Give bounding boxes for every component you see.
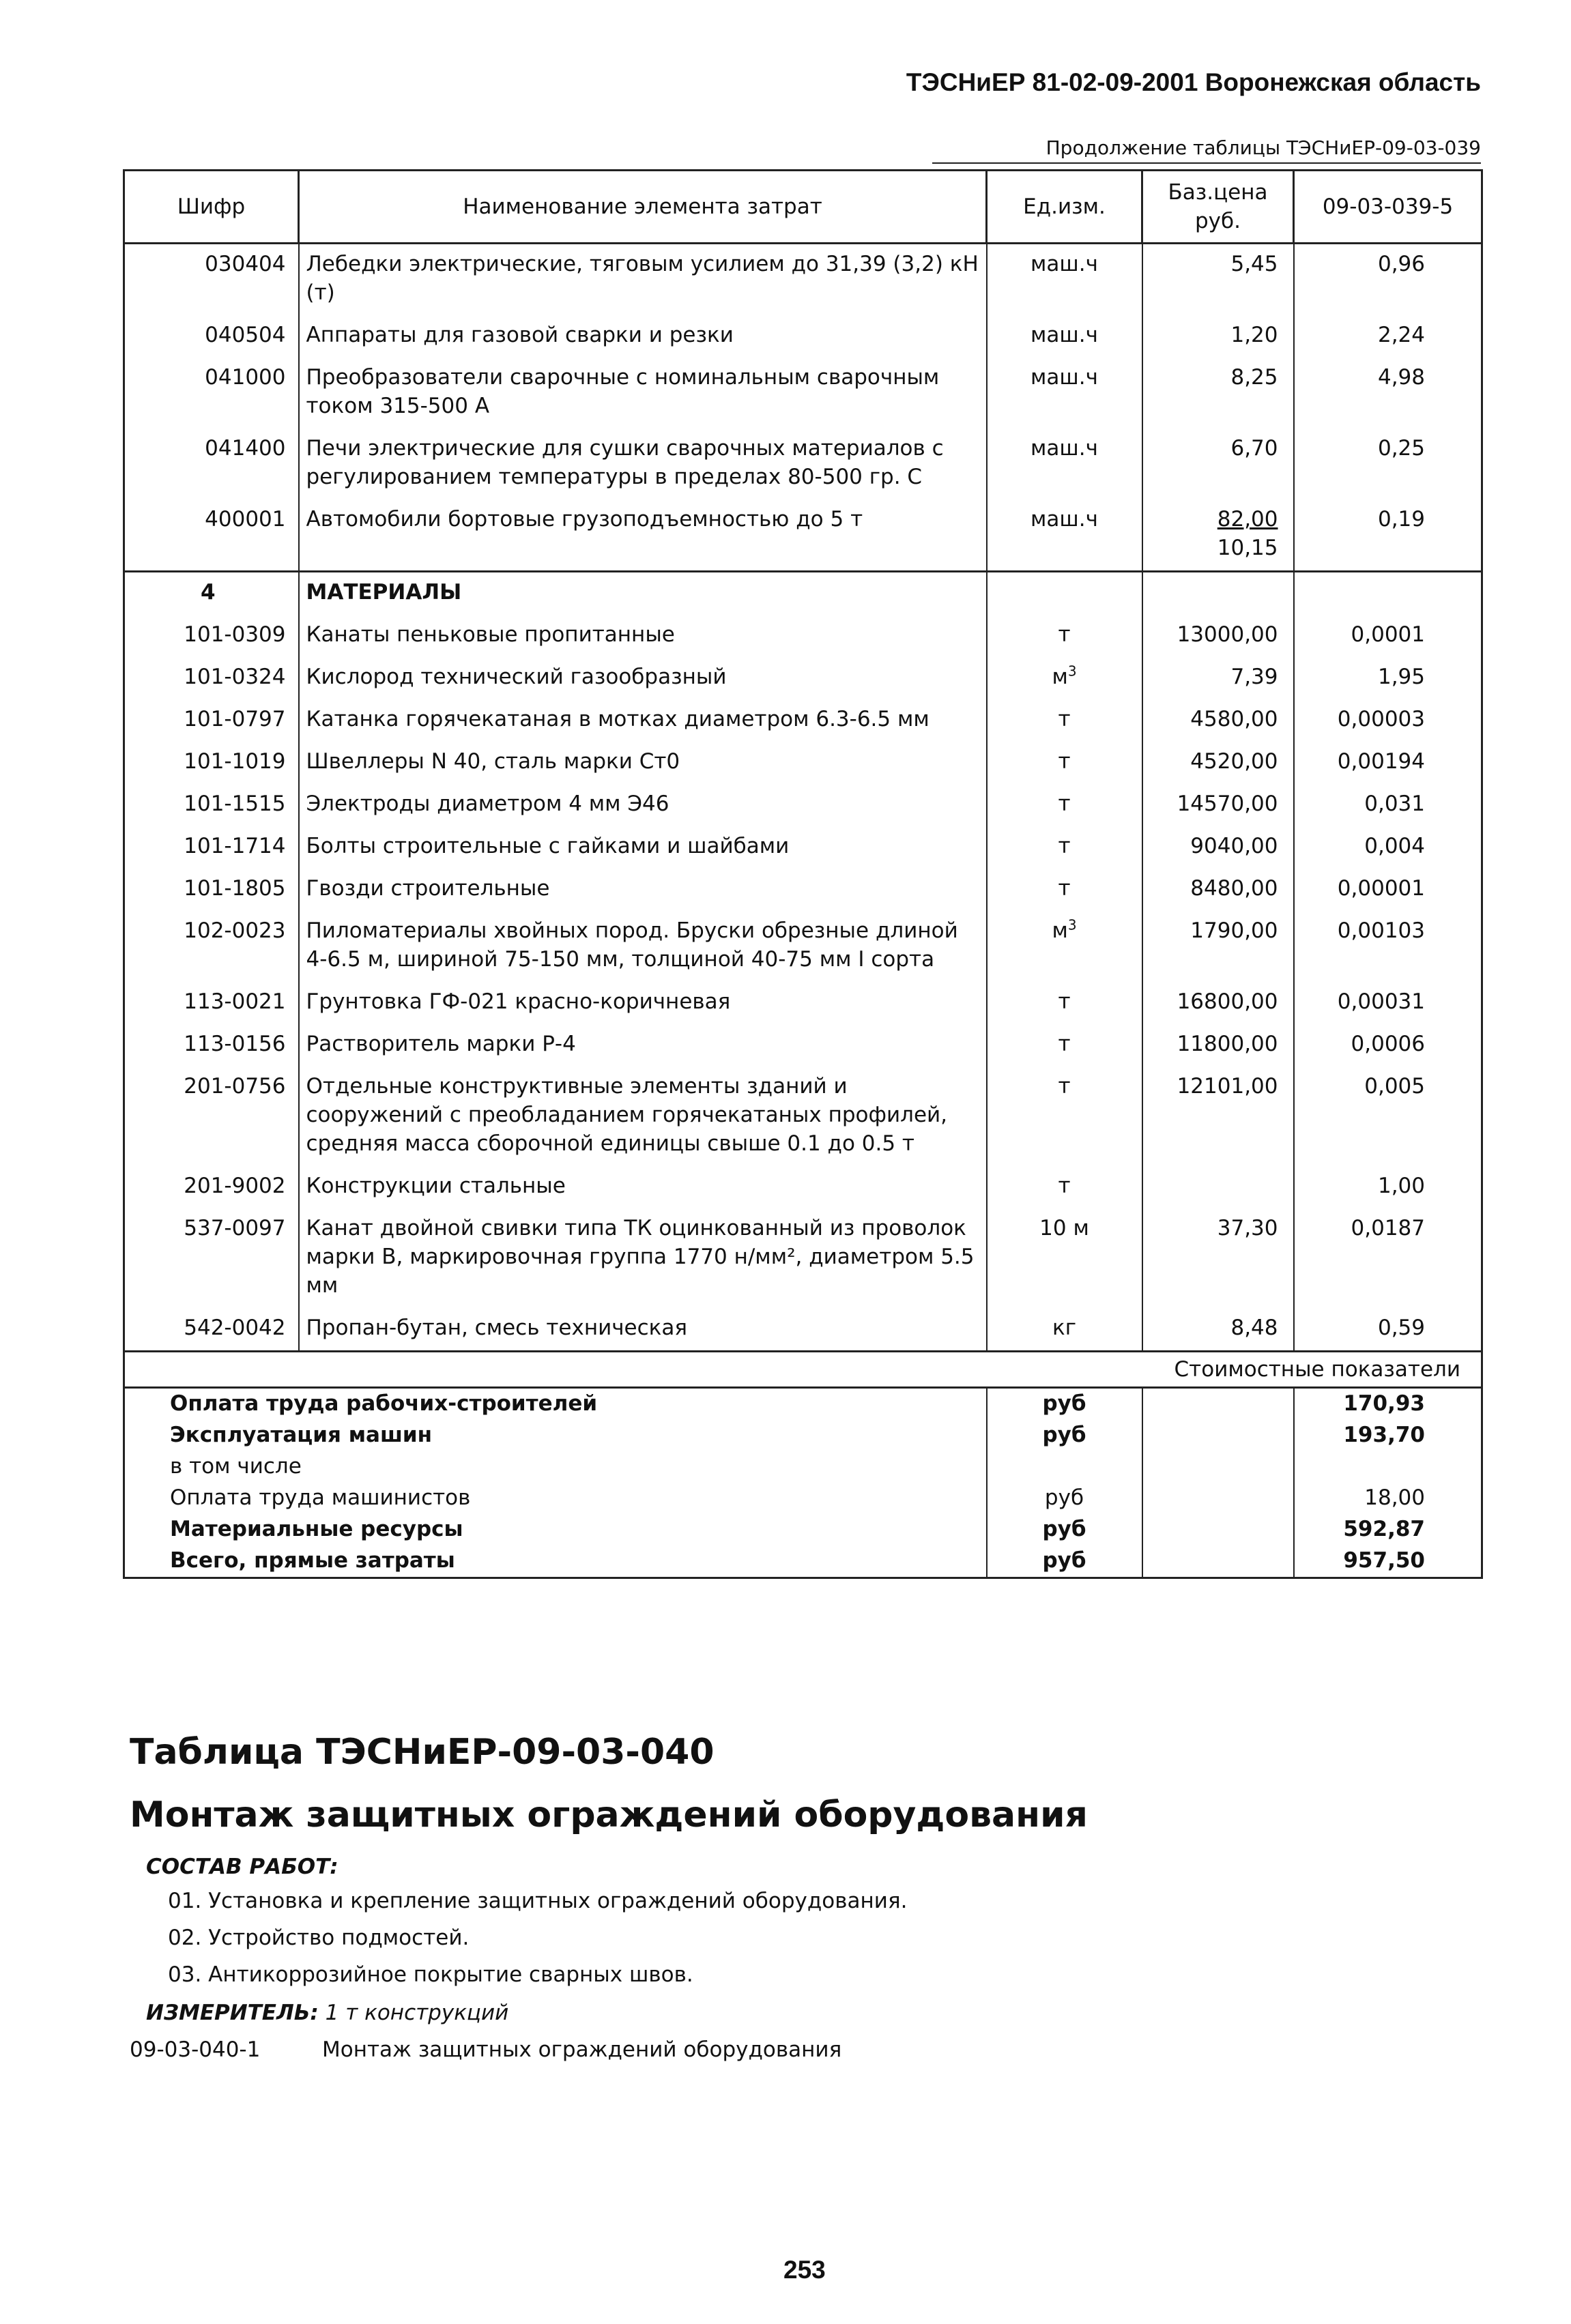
row-unit-text: т [1058, 707, 1071, 731]
row-norm: 1,95 [1294, 657, 1482, 699]
row-norm: 2,24 [1294, 315, 1482, 358]
empty-cell [1294, 572, 1482, 615]
table-row [124, 1024, 1482, 1066]
row-price: 5,45 [1142, 244, 1294, 316]
row-price [1142, 1166, 1294, 1208]
row-unit-superscript: 3 [1067, 663, 1077, 680]
row-price-sub: 10,15 [1217, 536, 1278, 560]
empty-cell [1142, 1451, 1294, 1483]
column-header-code: Шифр [124, 171, 299, 244]
row-norm: 0,59 [1294, 1308, 1482, 1352]
column-header-price-line2: руб. [1195, 209, 1241, 233]
row-price: 7,39 [1142, 657, 1294, 699]
table-row [124, 657, 1482, 699]
row-price: 13000,00 [1142, 615, 1294, 657]
measure-value: 1 т конструкций [325, 2001, 509, 2025]
empty-cell [1142, 1514, 1294, 1545]
row-norm: 0,00001 [1294, 869, 1482, 911]
row-price: 8,48 [1142, 1308, 1294, 1352]
row-price: 8480,00 [1142, 869, 1294, 911]
table-header-row [124, 171, 1482, 244]
row-name: Грунтовка ГФ-021 красно-коричневая [299, 982, 987, 1024]
row-unit [987, 982, 1142, 1024]
row-unit: маш.ч [987, 499, 1142, 572]
row-unit [987, 1024, 1142, 1066]
summary-row [124, 1388, 1482, 1421]
row-unit-text: т [1058, 876, 1071, 901]
table-row [124, 1066, 1482, 1166]
row-code: 101-0324 [124, 657, 299, 699]
row-unit-text: т [1058, 989, 1071, 1014]
summary-unit: руб [987, 1420, 1142, 1451]
section-number: 4 [124, 572, 299, 615]
column-header-name: Наименование элемента затрат [299, 171, 987, 244]
row-price [1142, 499, 1294, 572]
row-unit-text: маш.ч [1030, 252, 1098, 276]
work-item: 01. Установка и крепление защитных ограждений оборудования. [168, 1889, 908, 1913]
row-code: 041400 [124, 429, 299, 499]
row-unit-text: м [1052, 665, 1068, 689]
row-unit [987, 826, 1142, 869]
summary-value: 957,50 [1294, 1545, 1482, 1578]
table-continuation-caption: Продолжение таблицы ТЭСНиЕР-09-03-039 [1046, 136, 1481, 159]
row-norm: 0,96 [1294, 244, 1482, 316]
measure-line [146, 2001, 508, 2025]
row-unit [987, 315, 1142, 358]
document-header-title: ТЭСНиЕР 81-02-09-2001 Воронежская область [906, 68, 1481, 96]
column-header-unit: Ед.изм. [987, 171, 1142, 244]
row-unit [987, 1208, 1142, 1308]
row-code: 102-0023 [124, 911, 299, 982]
summary-unit: руб [987, 1514, 1142, 1545]
row-name: Канаты пеньковые пропитанные [299, 615, 987, 657]
row-unit-text: м [1052, 918, 1068, 943]
row-price: 9040,00 [1142, 826, 1294, 869]
section-table-subtitle: Монтаж защитных ограждений оборудования [130, 1795, 1088, 1835]
row-norm: 0,0001 [1294, 615, 1482, 657]
row-unit [987, 1066, 1142, 1166]
norm-code: 09-03-040-1 [130, 2037, 261, 2062]
section-heading-row [124, 572, 1482, 615]
row-unit-text: т [1058, 622, 1071, 647]
row-unit [987, 429, 1142, 499]
row-norm: 0,00003 [1294, 699, 1482, 742]
row-norm: 0,00031 [1294, 982, 1482, 1024]
summary-rows [124, 1388, 1482, 1578]
summary-row [124, 1420, 1482, 1451]
row-name: Пиломатериалы хвойных пород. Бруски обрезные длиной 4-6.5 м, шириной 75-150 мм, толщиной 40-75 мм I сорта [299, 911, 987, 982]
auto-row-group [124, 499, 1482, 572]
summary-label: Оплата труда рабочих-строителей [124, 1388, 987, 1421]
table-row [124, 1166, 1482, 1208]
row-norm: 0,19 [1294, 499, 1482, 572]
row-name: Пропан-бутан, смесь техническая [299, 1308, 987, 1352]
row-unit [987, 911, 1142, 982]
row-price: 1,20 [1142, 315, 1294, 358]
row-price: 6,70 [1142, 429, 1294, 499]
row-unit [987, 657, 1142, 699]
row-name: Растворитель марки Р-4 [299, 1024, 987, 1066]
row-name: Лебедки электрические, тяговым усилием до 31,39 (3,2) кН (т) [299, 244, 987, 316]
table-row [124, 911, 1482, 982]
row-unit [987, 784, 1142, 826]
row-norm: 0,00103 [1294, 911, 1482, 982]
row-unit-text: т [1058, 1032, 1071, 1056]
row-unit [987, 699, 1142, 742]
row-unit-text: маш.ч [1030, 365, 1098, 390]
row-price: 1790,00 [1142, 911, 1294, 982]
empty-cell [1142, 572, 1294, 615]
row-unit-text: маш.ч [1030, 323, 1098, 347]
empty-cell [1142, 1483, 1294, 1514]
row-code: 101-0309 [124, 615, 299, 657]
row-price: 4520,00 [1142, 742, 1294, 784]
row-name: Болты строительные с гайками и шайбами [299, 826, 987, 869]
summary-label: Оплата труда машинистов [124, 1483, 987, 1514]
row-code: 101-1019 [124, 742, 299, 784]
row-unit [987, 1166, 1142, 1208]
resources-table [123, 169, 1483, 1579]
table-row [124, 784, 1482, 826]
row-name: Отдельные конструктивные элементы зданий и сооружений с преобладанием горячекатаных профилей, средняя масса сборочной единицы свыше 0.1 до 0.5 т [299, 1066, 987, 1166]
work-item: 03. Антикоррозийное покрытие сварных швов. [168, 1962, 693, 1987]
summary-unit: руб [987, 1483, 1142, 1514]
row-price: 4580,00 [1142, 699, 1294, 742]
row-code: 101-0797 [124, 699, 299, 742]
material-rows [124, 615, 1482, 1352]
table-row [124, 982, 1482, 1024]
row-unit-text: кг [1052, 1316, 1076, 1340]
row-norm: 0,031 [1294, 784, 1482, 826]
row-norm: 4,98 [1294, 358, 1482, 429]
row-name: Конструкции стальные [299, 1166, 987, 1208]
row-price: 16800,00 [1142, 982, 1294, 1024]
works-heading: СОСТАВ РАБОТ: [146, 1855, 338, 1879]
cost-header-row [124, 1352, 1482, 1388]
work-item: 02. Устройство подмостей. [168, 1926, 470, 1950]
row-unit-text: 10 м [1039, 1216, 1089, 1240]
row-code: 113-0156 [124, 1024, 299, 1066]
norm-name: Монтаж защитных ограждений оборудования [322, 2037, 842, 2062]
table-row [124, 742, 1482, 784]
row-unit [987, 615, 1142, 657]
empty-cell [1142, 1545, 1294, 1578]
table-row [124, 869, 1482, 911]
row-code: 101-1805 [124, 869, 299, 911]
table-row [124, 1308, 1482, 1352]
row-price: 8,25 [1142, 358, 1294, 429]
column-header-norm: 09-03-039-5 [1294, 171, 1482, 244]
table-row [124, 615, 1482, 657]
row-unit [987, 742, 1142, 784]
table-row [124, 358, 1482, 429]
row-code: 101-1714 [124, 826, 299, 869]
row-name: Автомобили бортовые грузоподъемностью до 5 т [299, 499, 987, 572]
machine-rows [124, 244, 1482, 500]
summary-row [124, 1514, 1482, 1545]
summary-label: Материальные ресурсы [124, 1514, 987, 1545]
materials-section [124, 572, 1482, 615]
cost-header: Стоимостные показатели [124, 1352, 1482, 1388]
row-code: 113-0021 [124, 982, 299, 1024]
row-name: Аппараты для газовой сварки и резки [299, 315, 987, 358]
cost-section [124, 1352, 1482, 1388]
row-unit-superscript: 3 [1067, 916, 1077, 933]
row-price: 37,30 [1142, 1208, 1294, 1308]
row-code: 040504 [124, 315, 299, 358]
page-number: 253 [783, 2256, 826, 2284]
table-row [124, 1208, 1482, 1308]
row-code: 030404 [124, 244, 299, 316]
row-name: Преобразователи сварочные с номинальным сварочным током 315-500 А [299, 358, 987, 429]
row-norm: 0,0187 [1294, 1208, 1482, 1308]
row-name: Катанка горячекатаная в мотках диаметром 6.3-6.5 мм [299, 699, 987, 742]
table-row [124, 499, 1482, 572]
summary-value: 193,70 [1294, 1420, 1482, 1451]
summary-unit: руб [987, 1545, 1142, 1578]
summary-value: 18,00 [1294, 1483, 1482, 1514]
row-norm: 0,0006 [1294, 1024, 1482, 1066]
row-name: Электроды диаметром 4 мм Э46 [299, 784, 987, 826]
row-unit [987, 1308, 1142, 1352]
row-name: Канат двойной свивки типа ТК оцинкованный из проволок марки В, маркировочная группа 1770 н/мм², диаметром 5.5 мм [299, 1208, 987, 1308]
summary-label: Эксплуатация машин [124, 1420, 987, 1451]
row-unit [987, 869, 1142, 911]
table-row [124, 429, 1482, 499]
summary-unit: руб [987, 1388, 1142, 1421]
row-norm: 0,004 [1294, 826, 1482, 869]
row-code: 041000 [124, 358, 299, 429]
row-code: 201-0756 [124, 1066, 299, 1166]
column-header-price-line1: Баз.цена [1168, 180, 1268, 205]
table-row [124, 699, 1482, 742]
row-code: 101-1515 [124, 784, 299, 826]
row-price: 11800,00 [1142, 1024, 1294, 1066]
row-unit-text: т [1058, 749, 1071, 774]
row-unit-text: маш.ч [1030, 436, 1098, 461]
table-row [124, 244, 1482, 316]
row-code: 542-0042 [124, 1308, 299, 1352]
measure-label: ИЗМЕРИТЕЛЬ: [146, 2001, 319, 2025]
row-norm: 0,00194 [1294, 742, 1482, 784]
empty-cell [1142, 1420, 1294, 1451]
summary-value: 592,87 [1294, 1514, 1482, 1545]
summary-row [124, 1545, 1482, 1578]
summary-label: в том числе [124, 1451, 987, 1483]
row-code: 201-9002 [124, 1166, 299, 1208]
summary-row [124, 1451, 1482, 1483]
row-code: 537-0097 [124, 1208, 299, 1308]
column-header-price [1142, 171, 1294, 244]
summary-label: Всего, прямые затраты [124, 1545, 987, 1578]
table-row [124, 826, 1482, 869]
empty-cell [1142, 1388, 1294, 1421]
row-price: 12101,00 [1142, 1066, 1294, 1166]
row-unit [987, 244, 1142, 316]
row-unit-text: т [1058, 791, 1071, 816]
summary-row [124, 1483, 1482, 1514]
section-table-title: Таблица ТЭСНиЕР-09-03-040 [130, 1732, 715, 1773]
row-price: 14570,00 [1142, 784, 1294, 826]
summary-value [1294, 1451, 1482, 1483]
row-unit-text: т [1058, 1174, 1071, 1198]
row-norm: 1,00 [1294, 1166, 1482, 1208]
row-norm: 0,005 [1294, 1066, 1482, 1166]
empty-cell [987, 572, 1142, 615]
summary-value: 170,93 [1294, 1388, 1482, 1421]
row-name: Швеллеры N 40, сталь марки Ст0 [299, 742, 987, 784]
row-unit-text: т [1058, 1074, 1071, 1099]
row-name: Печи электрические для сушки сварочных материалов с регулированием температуры в пределах 80-500 гр. С [299, 429, 987, 499]
row-name: Гвозди строительные [299, 869, 987, 911]
summary-unit [987, 1451, 1142, 1483]
row-name: Кислород технический газообразный [299, 657, 987, 699]
section-title: МАТЕРИАЛЫ [299, 572, 987, 615]
row-code: 400001 [124, 499, 299, 572]
row-unit-text: т [1058, 834, 1071, 858]
row-price-main: 82,00 [1217, 507, 1278, 532]
row-unit [987, 358, 1142, 429]
table-row [124, 315, 1482, 358]
continuation-underline [932, 162, 1481, 164]
row-norm: 0,25 [1294, 429, 1482, 499]
